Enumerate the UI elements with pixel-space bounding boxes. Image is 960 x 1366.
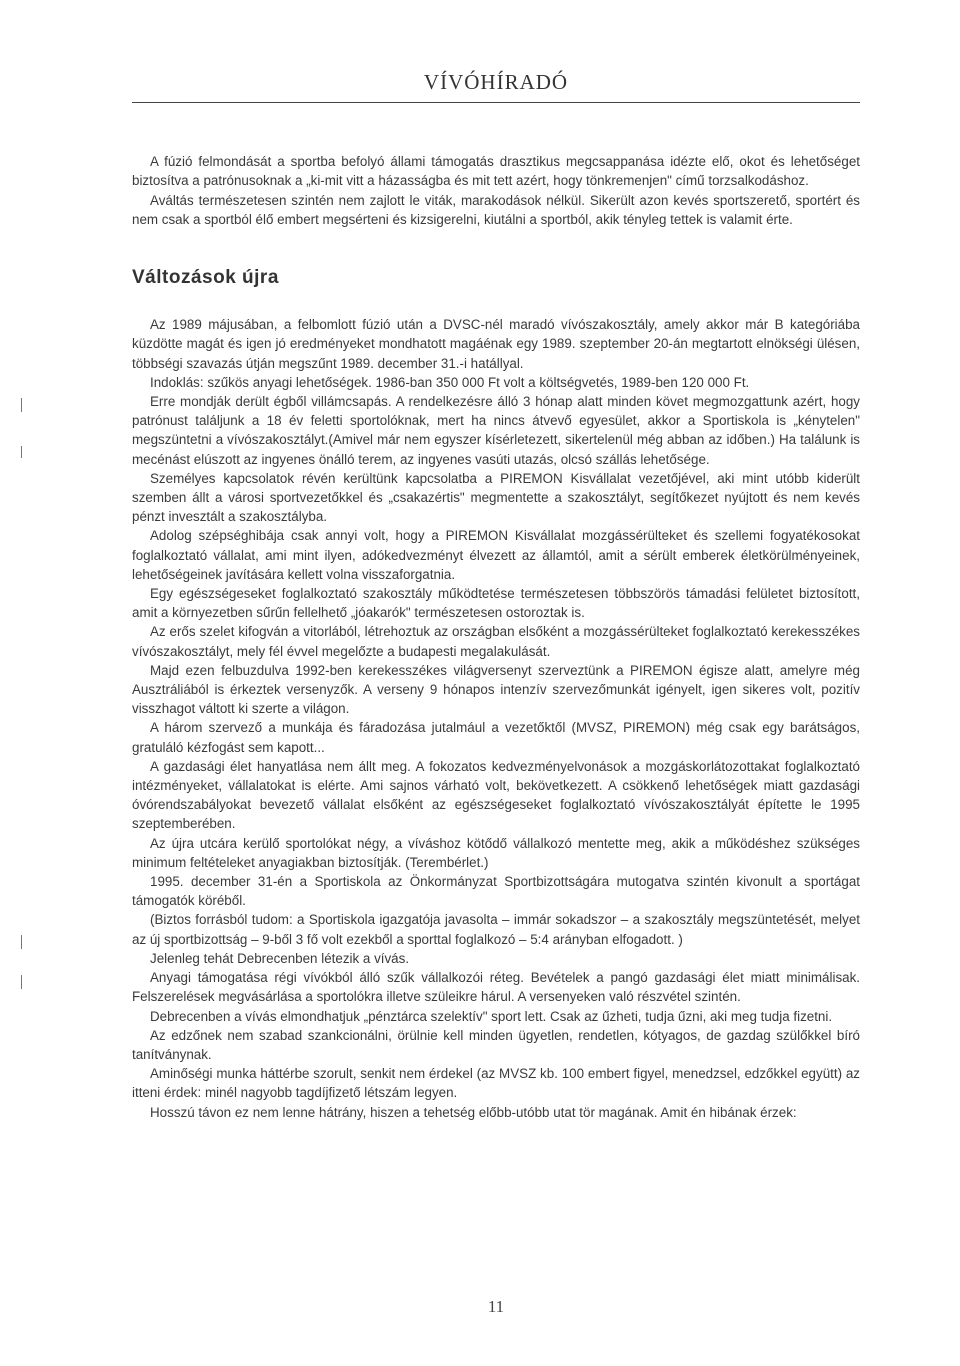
body-paragraph: Adolog szépséghibája csak annyi volt, hogy a PIREMON Kisvállalat mozgássérülteket és szellemi fogyatékosokat foglalkoztató vállalat, ami mint ilyen, adókedvezményt élvezett az államtól, amit a sérült emberek életkörülményeinek, lehetőségeinek javítására kellett volna visszaforgatnia. [132, 528, 860, 582]
body-paragraph: Az erős szelet kifogván a vitorlából, létrehoztuk az országban elsőként a mozgássérülteket foglalkoztató kerekesszékes vívószakosztályt, mely fél évvel megelőzte a budapesti megalakulását. [132, 624, 860, 659]
body-paragraph: Személyes kapcsolatok révén kerültünk kapcsolatba a PIREMON Kisvállalat vezetőjével, aki mint utóbb kiderült szemben állt a városi sportvezetőkkel és „csakazértis" megmentette a szakosztályt, segítőkezet nyújtott és nem kevés pénzt invesztált a szakosztályba. [132, 470, 860, 525]
intro-paragraph: A fúzió felmondását a sportba befolyó állami támogatás drasztikus megcsappanása idézte elő, okot és lehetőséget biztosítva a patrónusoknak a „ki-mit vitt a házasságba és mit tett azért, hogy tönkremenjen" című torzsalkodáshoz. [132, 154, 860, 189]
body-paragraph: Majd ezen felbuzdulva 1992-ben kerekesszékes világversenyt szerveztünk a PIREMON égisze alatt, amelyre még Ausztráliából is érkeztek versenyzők. A verseny 9 hónapos intenzív szervezőmunkát igényelt, igen sikeres volt, pozitív visszhagot váltott ki szerte a világon. [132, 662, 860, 717]
section-heading: Változások újra [132, 267, 279, 289]
margin-mark [21, 935, 22, 949]
header-rule [132, 102, 860, 103]
body-paragraph: A három szervező a munkája és fáradozása jutalmául a vezetőktől (MVSZ, PIREMON) még csak egy barátságos, gratuláló kézfogást sem kapott... [132, 720, 860, 755]
body-paragraph: Aminőségi munka háttérbe szorult, senkit nem érdekel (az MVSZ kb. 100 embert figyel, menedzsel, edzőkkel együtt) az itteni érdek: minél nagyobb tagdíjfizető létszám legyen. [132, 1066, 860, 1101]
margin-mark [21, 446, 22, 458]
body-paragraph: Debrecenben a vívás elmondhatjuk „pénztárca szelektív" sport lett. Csak az űzheti, tudja űzni, aki meg tudja fizetni. [150, 1008, 833, 1024]
body-paragraph: Az újra utcára kerülő sportolókat négy, a víváshoz kötődő vállalkozó mentette meg, akik a működéshez szükséges minimum feltételeket anyagiakban biztosítják. (Terembérlet.) [132, 835, 860, 870]
body-paragraph: (Biztos forrásból tudom: a Sportiskola igazgatója javasolta – immár sokadszor – a szakosztály megszüntetését, melyet az új sportbizottság – 9-ből 3 fő volt ezekből a sporttal foglalkozó – 5:4 arányban elfogadott. ) [132, 912, 860, 947]
body-paragraph: Az 1989 májusában, a felbomlott fúzió után a DVSC-nél maradó vívószakosztály, amely akkor már B kategóriába küzdötte magát és igen jó eredményeket mondhatott magáénak egy 1989. szeptember 20-án megtartott elnökségi ülésen, többségi szavazás útján megszűnt 1989. december 31.-i hatállyal. [132, 317, 860, 371]
body-paragraph: Erre mondják derült égből villámcsapás. A rendelkezésre álló 3 hónap alatt minden követ megmozgattunk azért, hogy patrónust találjunk a 18 év feletti sportolóknak, mert ha nincs átvevő egyesület, akkor a Sportiskola is „kénytelen" megszüntetni a vívószakosztályt.(Amivel már nem egyszer kísérletezett, sikertelenül még abban az időben.) Ha találunk is mecénást elúszott az ingyenes önálló terem, az ingyenes vasúti utazás, olcsó szállás lehetősége. [132, 394, 860, 467]
page-content [132, 152, 860, 1122]
body-paragraph: Egy egészségeseket foglalkoztató szakosztály működtetése természetesen többszörös támadási felületet biztosított, amit a környezetben sűrűn fellelhető „jóakarók" természetesen ostoroztak is. [132, 586, 860, 621]
body-paragraph: Hosszú távon ez nem lenne hátrány, hiszen a tehetség előbb-utóbb utat tör magának. Amit én hibának érzek: [150, 1104, 797, 1120]
body-paragraph: Jelenleg tehát Debrecenben létezik a vívás. [150, 950, 410, 966]
page-header-title: VÍVÓHÍRADÓ [423, 70, 569, 94]
body-paragraph: Az edzőnek nem szabad szankcionálni, örülnie kell minden ügyetlen, rendetlen, kótyagos, de gazdag szülőkkel bíró tanítványnak. [132, 1027, 860, 1062]
margin-mark [21, 398, 22, 412]
body-paragraph: Anyagi támogatása régi vívókból álló szűk vállalkozói réteg. Bevételek a pangó gazdasági élet miatt minimálisak. Felszerelések megvásárlása a sportolókra illetve szüleikre hárul. A versenyeken való részvétel szintén. [132, 970, 860, 1005]
body-paragraph: Indoklás: szűkös anyagi lehetőségek. 1986-ban 350 000 Ft volt a költségvetés, 1989-ben 120 000 Ft. [150, 374, 750, 390]
section-body [132, 315, 860, 1122]
margin-mark [21, 975, 22, 989]
intro-paragraph: Aváltás természetesen szintén nem zajlott le viták, marakodások nélkül. Sikerült azon kevés sportszerető, sportért és nem csak a sportból élő embert megsérteni és kizsigerelni, kiutálni a sportból, akik tényleg tettek is valamit érte. [132, 192, 860, 227]
body-paragraph: A gazdasági élet hanyatlása nem állt meg. A fokozatos kedvezményelvonások a mozgáskorlátozottakat foglalkoztató intézményeket, vállalatokat is elérte. Ami sajnos várható volt, bekövetkezett. A csökkenő lehetőségek miatt gazdasági óvórendszabályokat bevezető vállalat elsőként az egészségeseket foglalkoztató vívószakosztályát építette le 1995 szeptemberében. [132, 758, 860, 832]
body-paragraph: 1995. december 31-én a Sportiskola az Önkormányzat Sportbizottságára mutogatva szintén kivonult a sportágat támogatók köréből. [132, 874, 860, 909]
page-number: 11 [487, 1297, 505, 1316]
